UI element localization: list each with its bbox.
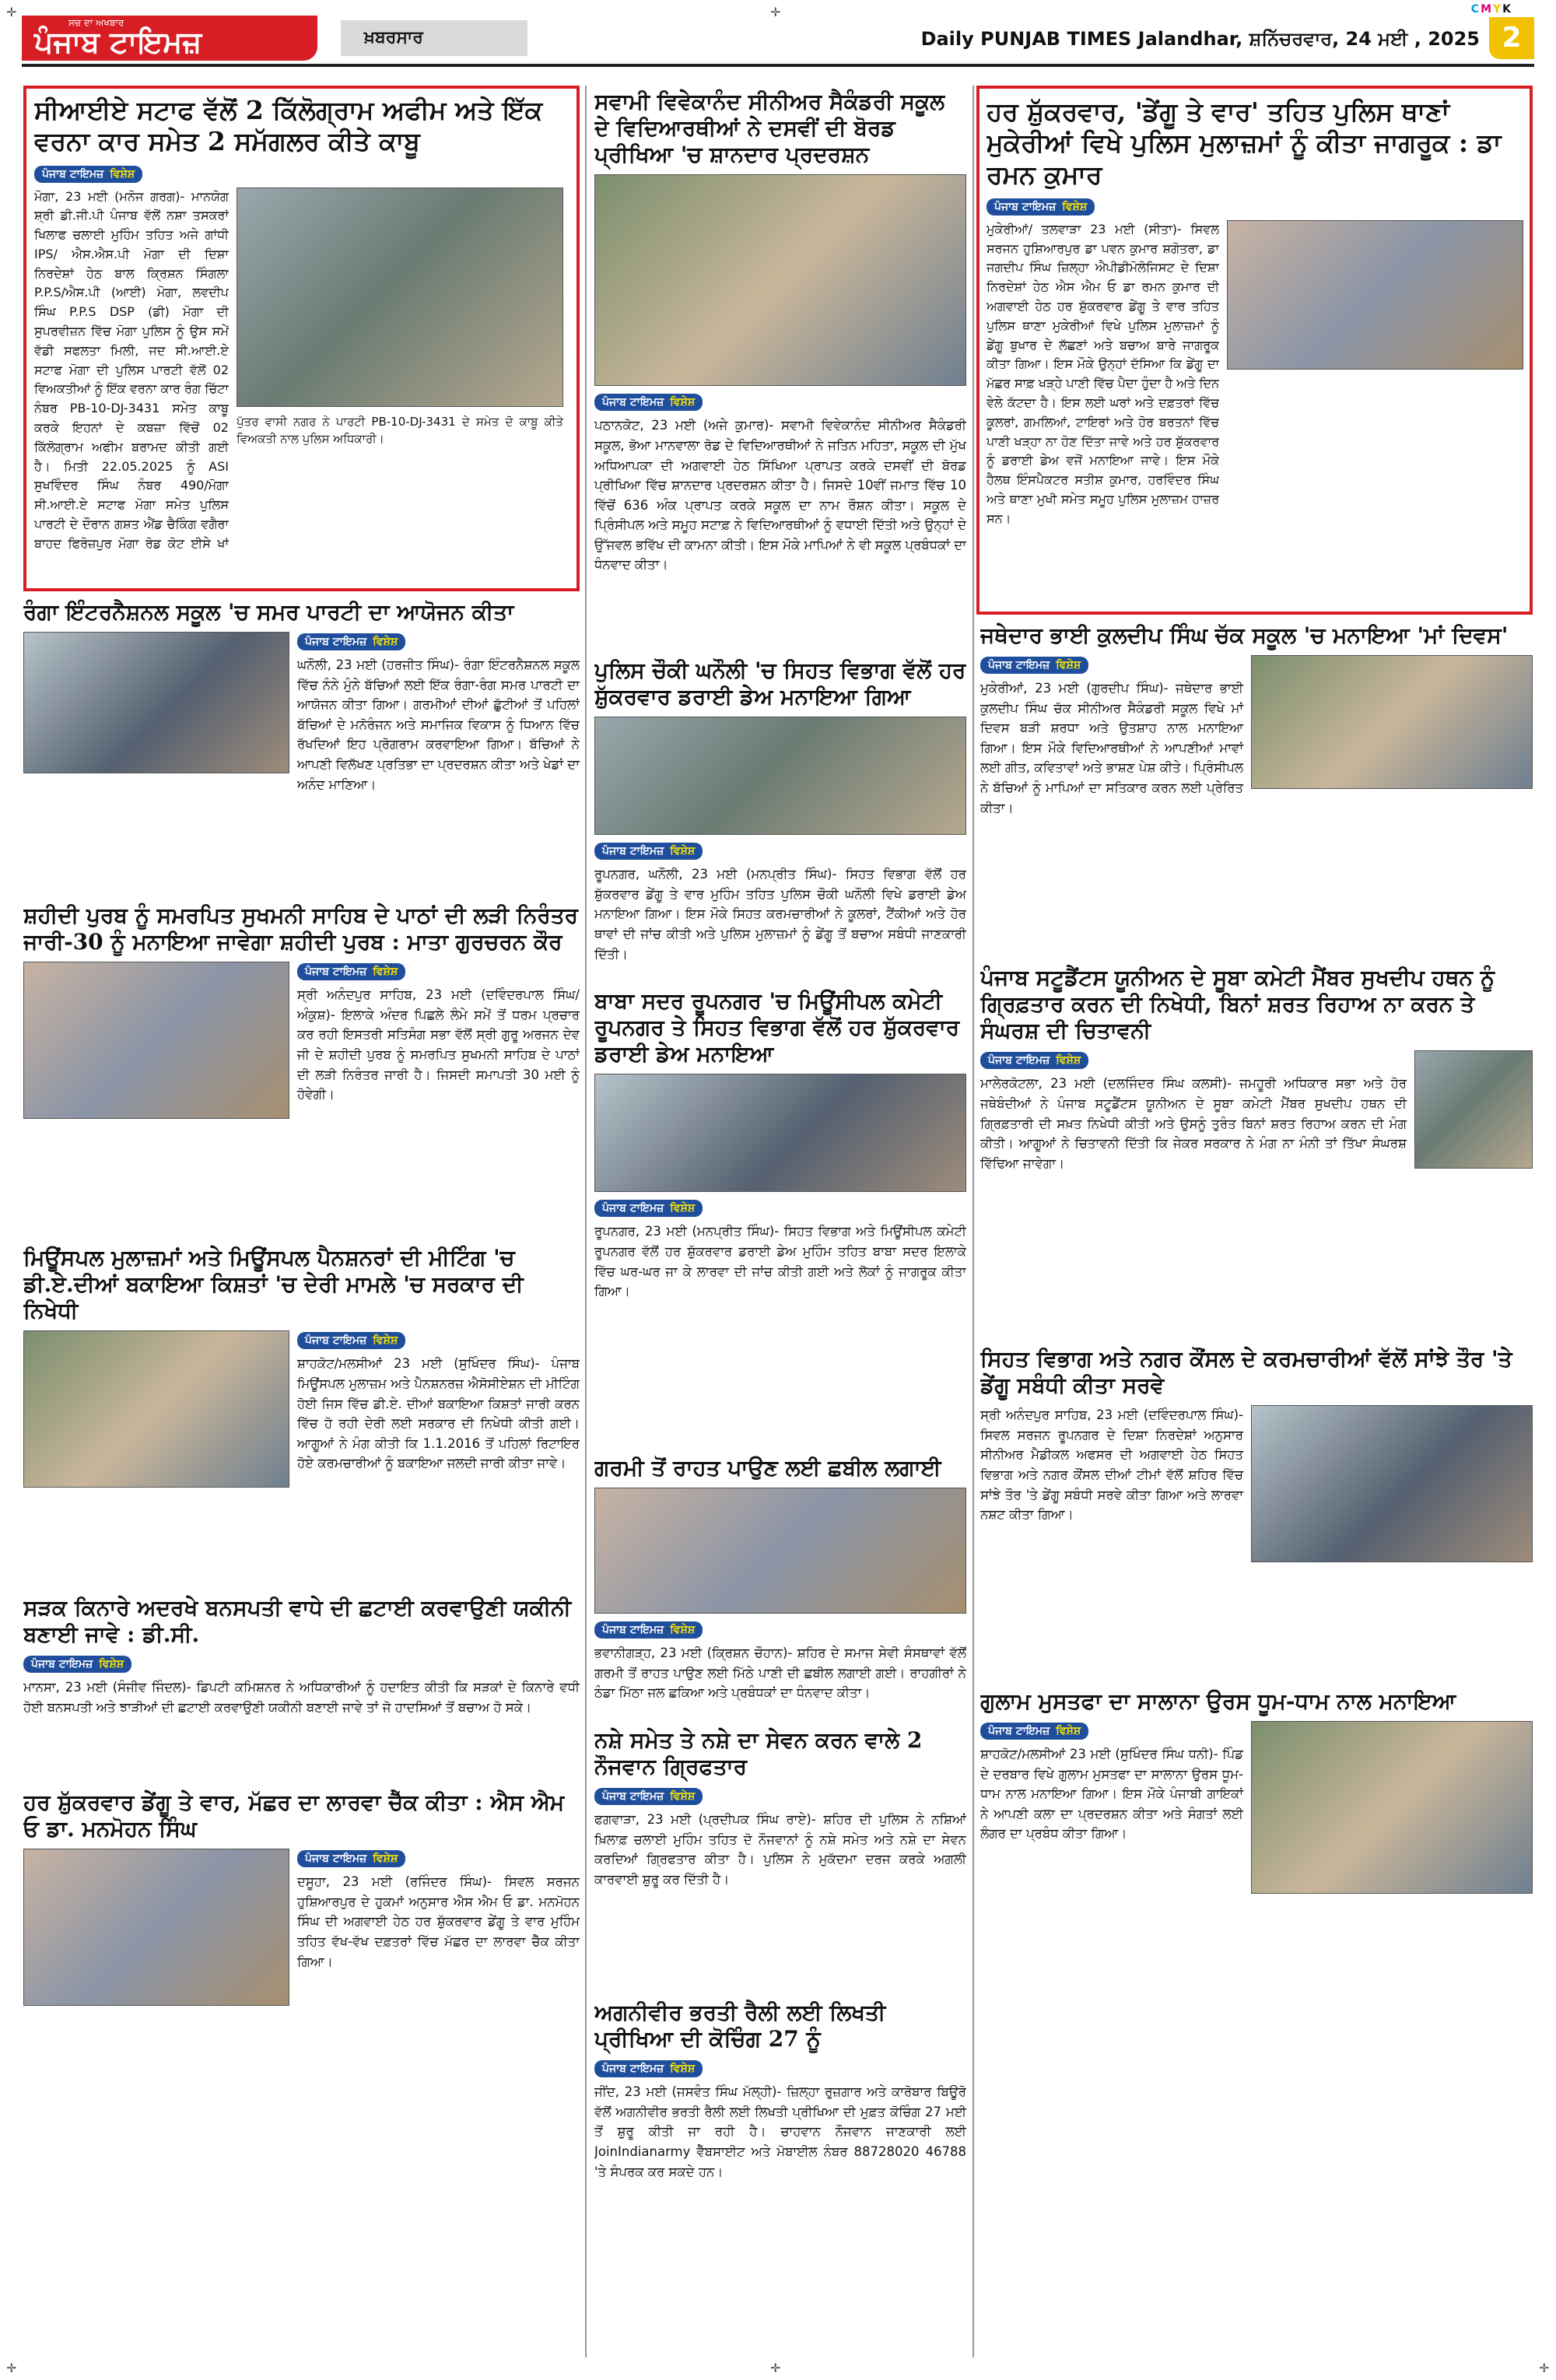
brand-tagline: ਸਚ ਦਾ ਅਖਬਾਰ (68, 17, 124, 28)
story-municipal-pensioners (23, 1245, 580, 1587)
story-body: ਘਨੌਲੀ, 23 ਮਈ (ਹਰਜੀਤ ਸਿੰਘ)- ਰੰਗਾ ਇੰਟਰਨੈਸ਼ਨਲ ਸਕੂਲ ਵਿੱਚ ਨੰਨੇ ਮੁੰਨੇ ਬੱਚਿਆਂ ਲਈ ਇੱਕ ਰੰਗਾ-ਰੰਗ ਸਮਰ ਪਾਰਟੀ ਦਾ ਆਯੋਜਨ ਕੀਤਾ ਗਿਆ। ਗਰਮੀਆਂ ਦੀਆਂ ਛੁੱਟੀਆਂ ਤੋਂ ਪਹਿਲਾਂ ਬੱਚਿਆਂ ਦੇ ਮਨੋਰੰਜਨ ਅਤੇ ਸਮਾਜਿਕ ਵਿਕਾਸ ਨੂੰ ਧਿਆਨ ਵਿੱਚ ਰੱਖਦਿਆਂ ਇਹ ਪ੍ਰੋਗਰਾਮ ਕਰਵਾਇਆ ਗਿਆ। ਬੱਚਿਆਂ ਨੇ ਆਪਣੀ ਵਿਲੱਖਣ ਪ੍ਰਤਿਭਾ ਦਾ ਪ੍ਰਦਰਸ਼ਨ ਕੀਤਾ ਅਤੇ ਖੇਡਾਂ ਦਾ ਅਨੰਦ ਮਾਣਿਆ। (297, 657, 580, 792)
story-body: ਸ਼ਾਹਕੋਟ/ਮਲਸੀਆਂ 23 ਮਈ (ਸੁਖਿੰਦਰ ਸਿੰਘ ਧਨੀ)- ਪਿੰਡ ਦੇ ਦਰਬਾਰ ਵਿਖੇ ਗੁਲਾਮ ਮੁਸਤਫਾ ਦਾ ਸਾਲਾਨਾ ਉਰਸ ਧੂਮ-ਧਾਮ ਨਾਲ ਮਨਾਇਆ ਗਿਆ। ਇਸ ਮੌਕੇ ਪੰਜਾਬੀ ਗਾਇਕਾਂ ਨੇ ਆਪਣੀ ਕਲਾ ਦਾ ਪ੍ਰਦਰਸ਼ਨ ਕੀਤਾ ਅਤੇ ਸੰਗਤਾਂ ਲਈ ਲੰਗਰ ਦਾ ਪ੍ਰਬੰਧ ਕੀਤਾ ਗਿਆ। (980, 1747, 1243, 1842)
news-photo (1251, 1405, 1533, 1562)
story-student-union (980, 965, 1533, 1338)
story-body: ਰੂਪਨਗਰ, ਘਨੌਲੀ, 23 ਮਈ (ਮਨਪ੍ਰੀਤ ਸਿੰਘ)- ਸਿਹਤ ਵਿਭਾਗ ਵੱਲੋਂ ਹਰ ਸ਼ੁੱਕਰਵਾਰ ਡੇਂਗੂ ਤੇ ਵਾਰ ਮੁਹਿੰਮ ਤਹਿਤ ਪੁਲਿਸ ਚੌਕੀ ਘਨੌਲੀ ਵਿਖੇ ਡਰਾਈ ਡੇਅ ਮਨਾਇਆ ਗਿਆ। ਇਸ ਮੌਕੇ ਸਿਹਤ ਕਰਮਚਾਰੀਆਂ ਨੇ ਕੂਲਰਾਂ, ਟੈਂਕੀਆਂ ਅਤੇ ਹੋਰ ਥਾਵਾਂ ਦੀ ਜਾਂਚ ਕੀਤੀ ਅਤੇ ਪੁਲਿਸ ਮੁਲਾਜ਼ਮਾਂ ਨੂੰ ਡੇਂਗੂ ਤੋਂ ਬਚਾਅ ਸਬੰਧੀ ਜਾਣਕਾਰੀ ਦਿੱਤੀ। (594, 867, 966, 962)
story-dengue-police (987, 96, 1523, 605)
story-body: ਮੁਕੇਰੀਆਂ, 23 ਮਈ (ਗੁਰਦੀਪ ਸਿੰਘ)- ਜਥੇਦਾਰ ਭਾਈ ਕੁਲਦੀਪ ਸਿੰਘ ਚੱਕ ਸੀਨੀਅਰ ਸੈਕੰਡਰੀ ਸਕੂਲ ਵਿਖੇ ਮਾਂ ਦਿਵਸ ਬੜੀ ਸ਼ਰਧਾ ਅਤੇ ਉਤਸ਼ਾਹ ਨਾਲ ਮਨਾਇਆ ਗਿਆ। ਇਸ ਮੌਕੇ ਵਿਦਿਆਰਥੀਆਂ ਨੇ ਆਪਣੀਆਂ ਮਾਵਾਂ ਲਈ ਗੀਤ, ਕਵਿਤਾਵਾਂ ਅਤੇ ਭਾਸ਼ਣ ਪੇਸ਼ ਕੀਤੇ। ਪ੍ਰਿੰਸੀਪਲ ਨੇ ਬੱਚਿਆਂ ਨੂੰ ਮਾਪਿਆਂ ਦਾ ਸਤਿਕਾਰ ਕਰਨ ਲਈ ਪ੍ਰੇਰਿਤ ਕੀਤਾ। (980, 681, 1243, 815)
story-ranga-school (23, 599, 580, 895)
story-mothers-day (980, 622, 1533, 957)
photo-caption: ਪੁੱਤਰ ਵਾਸੀ ਨਗਰ ਨੇ ਪਾਰਟੀ PB-10-DJ-3431 ਦੇ ਸਮੇਤ ਦੋ ਕਾਬੂ ਕੀਤੇ ਵਿਅਕਤੀ ਨਾਲ ਪੁਲਿਸ ਅਧਿਕਾਰੀ। (237, 414, 563, 446)
news-photo (594, 1074, 966, 1192)
news-photo (23, 632, 289, 773)
news-photo (237, 188, 563, 407)
portrait-photo (1414, 1050, 1533, 1169)
headline: ਹਰ ਸ਼ੁੱਕਰਵਾਰ, 'ਡੇਂਗੂ ਤੇ ਵਾਰ' ਤਹਿਤ ਪੁਲਿਸ ਥਾਣਾਂ ਮੁਕੇਰੀਆਂ ਵਿਖੇ ਪੁਲਿਸ ਮੁਲਾਜ਼ਮਾਂ ਨੂੰ ਕੀਤਾ ਜਾਗਰੂਕ : ਡਾ ਰਮਨ ਕੁਮਾਰ (987, 96, 1502, 190)
headline: ਮਿਊਂਸਪਲ ਮੁਲਾਜ਼ਮਾਂ ਅਤੇ ਮਿਊਂਸਪਲ ਪੈਨਸ਼ਨਰਾਂ ਦੀ ਮੀਟਿੰਗ 'ਚ ਡੀ.ਏ.ਦੀਆਂ ਬਕਾਇਆ ਕਿਸ਼ਤਾਂ 'ਚ ਦੇਰੀ ਮਾਮਲੇ 'ਚ ਸਰਕਾਰ ਦੀ ਨਿਖੇਧੀ (23, 1245, 524, 1324)
headline: ਅਗਨੀਵੀਰ ਭਰਤੀ ਰੈਲੀ ਲਈ ਲਿਖਤੀ ਪ੍ਰੀਖਿਆ ਦੀ ਕੋਚਿੰਗ 27 ਨੂੰ (594, 2000, 886, 2052)
story-body: ਦਸੂਹਾ, 23 ਮਈ (ਰਜਿੰਦਰ ਸਿੰਘ)- ਸਿਵਲ ਸਰਜਨ ਹੁਸ਼ਿਆਰਪੁਰ ਦੇ ਹੁਕਮਾਂ ਅਨੁਸਾਰ ਐਸ ਐਮ ਓ ਡਾ. ਮਨਮੋਹਨ ਸਿੰਘ ਦੀ ਅਗਵਾਈ ਹੇਠ ਹਰ ਸ਼ੁੱਕਰਵਾਰ ਡੇਂਗੂ ਤੇ ਵਾਰ ਮੁਹਿੰਮ ਤਹਿਤ ਵੱਖ-ਵੱਖ ਦਫ਼ਤਰਾਂ ਵਿੱਚ ਮੱਛਰ ਦਾ ਲਾਰਵਾ ਚੈੱਕ ਕੀਤਾ ਗਿਆ। (297, 1874, 580, 1969)
news-photo (23, 1849, 289, 2006)
brand-logo (22, 16, 317, 61)
story-ghanauli-dry-day (594, 657, 966, 984)
story-body: ਸ੍ਰੀ ਅਨੰਦਪੁਰ ਸਾਹਿਬ, 23 ਮਈ (ਦਵਿੰਦਰਪਾਲ ਸਿੰਘ/ਅੰਕੁਸ਼)- ਇਲਾਕੇ ਅੰਦਰ ਪਿਛਲੇ ਲੰਮੇ ਸਮੇਂ ਤੋਂ ਧਰਮ ਪ੍ਰਚਾਰ ਕਰ ਰਹੀ ਇਸਤਰੀ ਸਤਿਸੰਗ ਸਭਾ ਵੱਲੋਂ ਸ੍ਰੀ ਗੁਰੂ ਅਰਜਨ ਦੇਵ ਜੀ ਦੇ ਸ਼ਹੀਦੀ ਪੁਰਬ ਨੂੰ ਸਮਰਪਿਤ ਸੁਖਮਨੀ ਸਾਹਿਬ ਦੇ ਪਾਠਾਂ ਦੀ ਲੜੀ ਨਿਰੰਤਰ ਜਾਰੀ ਹੈ। ਜਿਸਦੀ ਸਮਾਪਤੀ 30 ਮਈ ਨੂੰ ਹੋਵੇਗੀ। (297, 987, 580, 1102)
byline: ਪੰਜਾਬ ਟਾਇਮਜ਼ ਵਿਸ਼ੇਸ਼ (594, 2060, 703, 2077)
byline: ਪੰਜਾਬ ਟਾਇਮਜ਼ ਵਿਸ਼ੇਸ਼ (594, 1621, 703, 1639)
headline: ਸ਼ਹੀਦੀ ਪੁਰਬ ਨੂੰ ਸਮਰਪਿਤ ਸੁਖਮਨੀ ਸਾਹਿਬ ਦੇ ਪਾਠਾਂ ਦੀ ਲੜੀ ਨਿਰੰਤਰ ਜਾਰੀ-30 ਨੂੰ ਮਨਾਇਆ ਜਾਵੇਗਾ ਸ਼ਹੀਦੀ ਪੁਰਬ : ਮਾਤਾ ਗੁਰਚਰਨ ਕੌਰ (23, 903, 579, 955)
headline: ਹਰ ਸ਼ੁੱਕਰਵਾਰ ਡੇਂਗੂ ਤੇ ਵਾਰ, ਮੱਛਰ ਦਾ ਲਾਰਵਾ ਚੈੱਕ ਕੀਤਾ : ਐਸ ਐਮ ਓ ਡਾ. ਮਨਮੋਹਨ ਸਿੰਘ (23, 1789, 565, 1842)
story-body: ਫਗਵਾੜਾ, 23 ਮਈ (ਪ੍ਰਦੀਪਕ ਸਿੰਘ ਰਾਏ)- ਸ਼ਹਿਰ ਦੀ ਪੁਲਿਸ ਨੇ ਨਸ਼ਿਆਂ ਖ਼ਿਲਾਫ਼ ਚਲਾਈ ਮੁਹਿੰਮ ਤਹਿਤ ਦੋ ਨੌਜਵਾਨਾਂ ਨੂੰ ਨਸ਼ੇ ਸਮੇਤ ਅਤੇ ਨਸ਼ੇ ਦਾ ਸੇਵਨ ਕਰਦਿਆਂ ਗ੍ਰਿਫਤਾਰ ਕੀਤਾ ਹੈ। ਪੁਲਿਸ ਨੇ ਮੁਕੱਦਮਾ ਦਰਜ ਕਰਕੇ ਅਗਲੀ ਕਾਰਵਾਈ ਸ਼ੁਰੂ ਕਰ ਦਿੱਤੀ ਹੈ। (594, 1812, 966, 1887)
byline: ਪੰਜਾਬ ਟਾਇਮਜ਼ ਵਿਸ਼ੇਸ਼ (594, 1200, 703, 1217)
story-chhabeel (594, 1455, 966, 1719)
registration-mark: ✛ (770, 5, 781, 19)
news-photo (594, 174, 966, 386)
dateline: Daily PUNJAB TIMES Jalandhar, ਸ਼ਨਿੱਚਰਵਾਰ, 24 ਮਈ , 2025 (920, 28, 1480, 50)
headline: ਜਥੇਦਾਰ ਭਾਈ ਕੁਲਦੀਪ ਸਿੰਘ ਚੱਕ ਸਕੂਲ 'ਚ ਮਨਾਇਆ 'ਮਾਂ ਦਿਵਸ' (980, 622, 1509, 648)
story-urs-celebration (980, 1688, 1533, 2155)
byline: ਪੰਜਾਬ ਟਾਇਮਜ਼ ਵਿਸ਼ੇਸ਼ (297, 1850, 405, 1867)
registration-mark: ✛ (770, 2361, 781, 2375)
cmyk-strip: CMYK (1470, 3, 1512, 16)
headline: ਸਿਹਤ ਵਿਭਾਗ ਅਤੇ ਨਗਰ ਕੌਂਸਲ ਦੇ ਕਰਮਚਾਰੀਆਂ ਵੱਲੋਂ ਸਾਂਝੇ ਤੌਰ 'ਤੇ ਡੇਂਗੂ ਸਬੰਧੀ ਕੀਤਾ ਸਰਵੇ (980, 1346, 1512, 1399)
news-photo (23, 962, 289, 1119)
story-body: ਭਵਾਨੀਗੜ੍ਹ, 23 ਮਈ (ਕ੍ਰਿਸ਼ਨ ਚੌਹਾਨ)- ਸ਼ਹਿਰ ਦੇ ਸਮਾਜ ਸੇਵੀ ਸੰਸਥਾਵਾਂ ਵੱਲੋਂ ਗਰਮੀ ਤੋਂ ਰਾਹਤ ਪਾਉਣ ਲਈ ਮਿੱਠੇ ਪਾਣੀ ਦੀ ਛਬੀਲ ਲਗਾਈ ਗਈ। ਰਾਹਗੀਰਾਂ ਨੇ ਠੰਡਾ ਮਿੱਠਾ ਜਲ ਛਕਿਆ ਅਤੇ ਪ੍ਰਬੰਧਕਾਂ ਦਾ ਧੰਨਵਾਦ ਕੀਤਾ। (594, 1646, 966, 1701)
story-roadside-vegetation (23, 1595, 580, 1782)
headline: ਬਾਬਾ ਸਦਰ ਰੂਪਨਗਰ 'ਚ ਮਿਊਂਸੀਪਲ ਕਮੇਟੀ ਰੂਪਨਗਰ ਤੇ ਸਿਹਤ ਵਿਭਾਗ ਵੱਲੋਂ ਹਰ ਸ਼ੁੱਕਰਵਾਰ ਡਰਾਈ ਡੇਅ ਮਨਾਇਆ (594, 988, 960, 1067)
headline: ਪੰਜਾਬ ਸਟੂਡੈਂਟਸ ਯੂਨੀਅਨ ਦੇ ਸੂਬਾ ਕਮੇਟੀ ਮੈਂਬਰ ਸੁਖਦੀਪ ਹਥਨ ਨੂੰ ਗ੍ਰਿਫ਼ਤਾਰ ਕਰਨ ਦੀ ਨਿਖੇਧੀ, ਬਿਨਾਂ ਸ਼ਰਤ ਰਿਹਾਅ ਨਾ ਕਰਨ ਤੇ ਸੰਘਰਸ਼ ਦੀ ਚਿਤਾਵਨੀ (980, 965, 1495, 1044)
byline: ਪੰਜਾਬ ਟਾਇਮਜ਼ ਵਿਸ਼ੇਸ਼ (594, 1788, 703, 1805)
story-body: ਮਾਲੇਰਕੋਟਲਾ, 23 ਮਈ (ਦਲਜਿੰਦਰ ਸਿੰਘ ਕਲਸੀ)- ਜਮਹੂਰੀ ਅਧਿਕਾਰ ਸਭਾ ਅਤੇ ਹੋਰ ਜਥੇਬੰਦੀਆਂ ਨੇ ਪੰਜਾਬ ਸਟੂਡੈਂਟਸ ਯੂਨੀਅਨ ਦੇ ਸੂਬਾ ਕਮੇਟੀ ਮੈਂਬਰ ਸੁਖਦੀਪ ਹਥਨ ਦੀ ਗ੍ਰਿਫ਼ਤਾਰੀ ਦੀ ਸਖ਼ਤ ਨਿਖੇਧੀ ਕੀਤੀ ਅਤੇ ਉਸਨੂੰ ਤੁਰੰਤ ਬਿਨਾਂ ਸ਼ਰਤ ਰਿਹਾਅ ਕਰਨ ਦੀ ਮੰਗ ਕੀਤੀ। ਆਗੂਆਂ ਨੇ ਚਿਤਾਵਨੀ ਦਿੱਤੀ ਕਿ ਜੇਕਰ ਸਰਕਾਰ ਨੇ ਮੰਗ ਨਾ ਮੰਨੀ ਤਾਂ ਤਿੱਖਾ ਸੰਘਰਸ਼ ਵਿੱਢਿਆ ਜਾਵੇਗਾ। (980, 1076, 1407, 1171)
byline: ਪੰਜਾਬ ਟਾਇਮਜ਼ ਵਿਸ਼ੇਸ਼ (297, 963, 405, 980)
story-dengue-larva-check (23, 1789, 580, 2350)
headline: ਪੁਲਿਸ ਚੌਕੀ ਘਨੌਲੀ 'ਚ ਸਿਹਤ ਵਿਭਾਗ ਵੱਲੋਂ ਹਰ ਸ਼ੁੱਕਰਵਾਰ ਡਰਾਈ ਡੇਅ ਮਨਾਇਆ ਗਿਆ (594, 657, 966, 710)
story-body: ਸ਼ਾਹਕੋਟ/ਮਲਸੀਆਂ 23 ਮਈ (ਸੁਖਿੰਦਰ ਸਿੰਘ)- ਪੰਜਾਬ ਮਿਊਂਸਪਲ ਮੁਲਾਜ਼ਮ ਅਤੇ ਪੈਨਸ਼ਨਰਜ਼ ਐਸੋਸੀਏਸ਼ਨ ਦੀ ਮੀਟਿੰਗ ਹੋਈ ਜਿਸ ਵਿੱਚ ਡੀ.ਏ. ਦੀਆਂ ਬਕਾਇਆ ਕਿਸ਼ਤਾਂ ਜਾਰੀ ਕਰਨ ਵਿੱਚ ਹੋ ਰਹੀ ਦੇਰੀ ਲਈ ਸਰਕਾਰ ਦੀ ਨਿਖੇਧੀ ਕੀਤੀ ਗਈ। ਆਗੂਆਂ ਨੇ ਮੰਗ ਕੀਤੀ ਕਿ 1.1.2016 ਤੋਂ ਪਹਿਲਾਂ ਰਿਟਾਇਰ ਹੋਏ ਕਰਮਚਾਰੀਆਂ ਨੂੰ ਬਕਾਇਆ ਜਲਦੀ ਜਾਰੀ ਕੀਤਾ ਜਾਵੇ। (297, 1356, 580, 1471)
story-agniveer-coaching (594, 2000, 966, 2350)
byline: ਪੰਜਾਬ ਟਾਇਮਜ਼ ਵਿਸ਼ੇਸ਼ (594, 394, 703, 411)
headline: ਸੜਕ ਕਿਨਾਰੇ ਅਦਰਖੇ ਬਨਸਪਤੀ ਵਾਧੇ ਦੀ ਛਟਾਈ ਕਰਵਾਉਣੀ ਯਕੀਨੀ ਬਣਾਈ ਜਾਵੇ : ਡੀ.ਸੀ. (23, 1595, 572, 1648)
news-photo (1251, 655, 1533, 789)
registration-mark: ✛ (1539, 2361, 1550, 2375)
byline: ਪੰਜਾਬ ਟਾਇਮਜ਼ ਵਿਸ਼ੇਸ਼ (34, 166, 142, 183)
byline: ਪੰਜਾਬ ਟਾਇਮਜ਼ ਵਿਸ਼ੇਸ਼ (980, 1052, 1088, 1069)
story-body: ਮੁਕੇਰੀਆਂ/ ਤਲਵਾੜਾ 23 ਮਈ (ਸੀਤਾ)- ਸਿਵਲ ਸਰਜਨ ਹੁਸ਼ਿਆਰਪੁਰ ਡਾ ਪਵਨ ਕੁਮਾਰ ਸ਼ਗੋਤਰਾ, ਡਾ ਜਗਦੀਪ ਸਿੰਘ ਜ਼ਿਲ੍ਹਾ ਐਪੀਡੀਮੋਲੋਜਿਸਟ ਦੇ ਦਿਸ਼ਾ ਨਿਰਦੇਸ਼ਾਂ ਹੇਠ ਐਸ ਐਮ ਓ ਡਾ ਰਮਨ ਕੁਮਾਰ ਦੀ ਅਗਵਾਈ ਹੇਠ ਹਰ ਸ਼ੁੱਕਰਵਾਰ ਡੇਂਗੂ ਤੇ ਵਾਰ ਤਹਿਤ ਪੁਲਿਸ ਥਾਣਾ ਮੁਕੇਰੀਆਂ ਵਿਖੇ ਪੁਲਿਸ ਮੁਲਾਜ਼ਮਾਂ ਨੂੰ ਡੇਂਗੂ ਬੁਖਾਰ ਦੇ ਲੱਛਣਾਂ ਅਤੇ ਬਚਾਅ ਬਾਰੇ ਜਾਗਰੂਕ ਕੀਤਾ ਗਿਆ। ਇਸ ਮੌਕੇ ਉਨ੍ਹਾਂ ਦੱਸਿਆ ਕਿ ਡੇਂਗੂ ਦਾ ਮੱਛਰ ਸਾਫ਼ ਖੜ੍ਹੇ ਪਾਣੀ ਵਿੱਚ ਪੈਦਾ ਹੁੰਦਾ ਹੈ ਅਤੇ ਦਿਨ ਵੇਲੇ ਕੱਟਦਾ ਹੈ। ਇਸ ਲਈ ਘਰਾਂ ਅਤੇ ਦਫ਼ਤਰਾਂ ਵਿੱਚ ਕੂਲਰਾਂ, ਗਮਲਿਆਂ, ਟਾਇਰਾਂ ਅਤੇ ਹੋਰ ਬਰਤਨਾਂ ਵਿੱਚ ਪਾਣੀ ਖੜ੍ਹਾ ਨਾ ਹੋਣ ਦਿੱਤਾ ਜਾਵੇ ਅਤੇ ਹਰ ਸ਼ੁੱਕਰਵਾਰ ਨੂੰ ਡਰਾਈ ਡੇਅ ਵਜੋਂ ਮਨਾਇਆ ਜਾਵੇ। ਇਸ ਮੌਕੇ ਹੈਲਥ ਇੰਸਪੈਕਟਰ ਸਤੀਸ਼ ਕੁਮਾਰ, ਹਰਵਿੰਦਰ ਸਿੰਘ ਅਤੇ ਥਾਣਾ ਮੁਖੀ ਸਮੇਤ ਸਮੂਹ ਪੁਲਿਸ ਮੁਲਾਜ਼ਮ ਹਾਜ਼ਰ ਸਨ। (987, 221, 1220, 526)
byline: ਪੰਜਾਬ ਟਾਇਮਜ਼ ਵਿਸ਼ੇਸ਼ (987, 198, 1095, 216)
story-body: ਜੀਂਦ, 23 ਮਈ (ਜਸਵੰਤ ਸਿੰਘ ਮੱਲ੍ਹੀ)- ਜ਼ਿਲ੍ਹਾ ਰੁਜ਼ਗਾਰ ਅਤੇ ਕਾਰੋਬਾਰ ਬਿਊਰੋ ਵੱਲੋਂ ਅਗਨੀਵੀਰ ਭਰਤੀ ਰੈਲੀ ਲਈ ਲਿਖਤੀ ਪ੍ਰੀਖਿਆ ਦੀ ਮੁਫ਼ਤ ਕੋਚਿੰਗ 27 ਮਈ ਤੋਂ ਸ਼ੁਰੂ ਕੀਤੀ ਜਾ ਰਹੀ ਹੈ। ਚਾਹਵਾਨ ਨੌਜਵਾਨ ਜਾਣਕਾਰੀ ਲਈ JoinIndianarmy ਵੈੱਬਸਾਈਟ ਅਤੇ ਮੋਬਾਈਲ ਨੰਬਰ 88728020 46788 'ਤੇ ਸੰਪਰਕ ਕਰ ਸਕਦੇ ਹਨ। (594, 2084, 966, 2179)
headline: ਨਸ਼ੇ ਸਮੇਤ ਤੇ ਨਸ਼ੇ ਦਾ ਸੇਵਨ ਕਰਨ ਵਾਲੇ 2 ਨੌਜਵਾਨ ਗ੍ਰਿਫਤਾਰ (594, 1727, 923, 1780)
story-swami-school (594, 89, 966, 649)
story-body: ਮਾਨਸਾ, 23 ਮਈ (ਸੰਜੀਵ ਜਿੰਦਲ)- ਡਿਪਟੀ ਕਮਿਸ਼ਨਰ ਨੇ ਅਧਿਕਾਰੀਆਂ ਨੂੰ ਹਦਾਇਤ ਕੀਤੀ ਕਿ ਸੜਕਾਂ ਦੇ ਕਿਨਾਰੇ ਵਧੀ ਹੋਈ ਬਨਸਪਤੀ ਅਤੇ ਝਾੜੀਆਂ ਦੀ ਛਟਾਈ ਕਰਵਾਉਣੀ ਯਕੀਨੀ ਬਣਾਈ ਜਾਵੇ ਤਾਂ ਜੋ ਹਾਦਸਿਆਂ ਤੋਂ ਬਚਾਅ ਹੋ ਸਕੇ। (23, 1680, 580, 1715)
byline: ਪੰਜਾਬ ਟਾਇਮਜ਼ ਵਿਸ਼ੇਸ਼ (980, 657, 1088, 674)
byline: ਪੰਜਾਬ ਟਾਇਮਜ਼ ਵਿਸ਼ੇਸ਼ (594, 843, 703, 860)
story-drug-arrest (594, 1727, 966, 1992)
section-label: ਖ਼ਬਰਸਾਰ (341, 20, 527, 56)
headline: ਗੁਲਾਮ ਮੁਸਤਫਾ ਦਾ ਸਾਲਾਨਾ ਉਰਸ ਧੂਮ-ਧਾਮ ਨਾਲ ਮਨਾਇਆ (980, 1688, 1456, 1714)
story-ropar-dry-day (594, 988, 966, 1447)
news-photo (1251, 1721, 1533, 1894)
byline: ਪੰਜਾਬ ਟਾਇਮਜ਼ ਵਿਸ਼ੇਸ਼ (297, 633, 405, 650)
news-photo (1227, 220, 1523, 370)
story-sukhmani-path (23, 903, 580, 1237)
byline: ਪੰਜਾਬ ਟਾਇਮਜ਼ ਵਿਸ਼ੇਸ਼ (23, 1656, 131, 1673)
registration-mark: ✛ (6, 5, 17, 19)
headline: ਰੰਗਾ ਇੰਟਰਨੈਸ਼ਨਲ ਸਕੂਲ 'ਚ ਸਮਰ ਪਾਰਟੀ ਦਾ ਆਯੋਜਨ ਕੀਤਾ (23, 599, 514, 625)
story-body: ਰੂਪਨਗਰ, 23 ਮਈ (ਮਨਪ੍ਰੀਤ ਸਿੰਘ)- ਸਿਹਤ ਵਿਭਾਗ ਅਤੇ ਮਿਊਂਸੀਪਲ ਕਮੇਟੀ ਰੂਪਨਗਰ ਵੱਲੋਂ ਹਰ ਸ਼ੁੱਕਰਵਾਰ ਡਰਾਈ ਡੇਅ ਮੁਹਿੰਮ ਤਹਿਤ ਬਾਬਾ ਸਦਰ ਇਲਾਕੇ ਵਿੱਚ ਘਰ-ਘਰ ਜਾ ਕੇ ਲਾਰਵਾ ਦੀ ਜਾਂਚ ਕੀਤੀ ਗਈ ਅਤੇ ਲੋਕਾਂ ਨੂੰ ਜਾਗਰੂਕ ਕੀਤਾ ਗਿਆ। (594, 1224, 966, 1299)
headline: ਗਰਮੀ ਤੋਂ ਰਾਹਤ ਪਾਉਣ ਲਈ ਛਬੀਲ ਲਗਾਈ (594, 1455, 941, 1481)
news-photo (23, 1330, 289, 1488)
headline: ਸਵਾਮੀ ਵਿਵੇਕਾਨੰਦ ਸੀਨੀਅਰ ਸੈਕੰਡਰੀ ਸਕੂਲ ਦੇ ਵਿਦਿਆਰਥੀਆਂ ਨੇ ਦਸਵੀਂ ਦੀ ਬੋਰਡ ਪ੍ਰੀਖਿਆ 'ਚ ਸ਼ਾਨਦਾਰ ਪ੍ਰਦਰਸ਼ਨ (594, 89, 945, 168)
headline: ਸੀਆਈਏ ਸਟਾਫ ਵੱਲੋਂ 2 ਕਿੱਲੋਗ੍ਰਾਮ ਅਫੀਮ ਅਤੇ ਇੱਕ ਵਰਨਾ ਕਾਰ ਸਮੇਤ 2 ਸਮੱਗਲਰ ਕੀਤੇ ਕਾਬੂ (34, 95, 543, 157)
registration-mark: ✛ (6, 2361, 17, 2375)
column-rule (585, 86, 587, 2357)
story-dengue-survey (980, 1346, 1533, 1681)
column-rule (972, 86, 974, 2357)
masthead (22, 16, 1534, 67)
brand-name: ਪੰਜਾਬ ਟਾਇਮਜ਼ (34, 25, 202, 59)
story-body: ਸ੍ਰੀ ਅਨੰਦਪੁਰ ਸਾਹਿਬ, 23 ਮਈ (ਦਵਿੰਦਰਪਾਲ ਸਿੰਘ)- ਸਿਵਲ ਸਰਜਨ ਰੂਪਨਗਰ ਦੇ ਦਿਸ਼ਾ ਨਿਰਦੇਸ਼ਾਂ ਅਨੁਸਾਰ ਸੀਨੀਅਰ ਮੈਡੀਕਲ ਅਫਸਰ ਦੀ ਅਗਵਾਈ ਹੇਠ ਸਿਹਤ ਵਿਭਾਗ ਅਤੇ ਨਗਰ ਕੌਂਸਲ ਦੀਆਂ ਟੀਮਾਂ ਵੱਲੋਂ ਸ਼ਹਿਰ ਵਿੱਚ ਸਾਂਝੇ ਤੌਰ 'ਤੇ ਡੇਂਗੂ ਸਬੰਧੀ ਸਰਵੇ ਕੀਤਾ ਗਿਆ ਅਤੇ ਲਾਰਵਾ ਨਸ਼ਟ ਕੀਤਾ ਗਿਆ। (980, 1407, 1243, 1523)
story-body: ਮੋਗਾ, 23 ਮਈ (ਮਨੋਜ ਗਰਗ)- ਮਾਨਯੋਗ ਸ਼੍ਰੀ ਡੀ.ਜੀ.ਪੀ ਪੰਜਾਬ ਵੱਲੋਂ ਨਸ਼ਾ ਤਸਕਰਾਂ ਖਿਲਾਫ ਚਲਾਈ ਮੁਹਿੰਮ ਤਹਿਤ ਅਜੇ ਗਾਂਧੀ IPS/ ਐਸ.ਐਸ.ਪੀ ਮੋਗਾ ਦੀ ਦਿਸ਼ਾ ਨਿਰਦੇਸ਼ਾਂ ਹੇਠ ਬਾਲ ਕ੍ਰਿਸ਼ਨ ਸਿੰਗਲਾ P.P.S/ਐਸ.ਪੀ (ਆਈ) ਮੋਗਾ, ਲਵਦੀਪ ਸਿੰਘ P.P.S DSP (ਡੀ) ਮੋਗਾ ਦੀ ਸੁਪਰਵੀਜ਼ਨ ਵਿੱਚ ਮੋਗਾ ਪੁਲਿਸ ਨੂੰ ਉਸ ਸਮੇਂ ਵੱਡੀ ਸਫਲਤਾ ਮਿਲੀ, ਜਦ ਸੀ.ਆਈ.ਏ ਸਟਾਫ ਮੋਗਾ ਦੀ ਪੁਲਿਸ ਪਾਰਟੀ ਵੱਲੋਂ 02 ਵਿਅਕਤੀਆਂ ਨੂੰ ਇੱਕ ਵਰਨਾ ਕਾਰ ਰੰਗ ਚਿੱਟਾ ਨੰਬਰ PB-10-DJ-3431 ਸਮੇਤ ਕਾਬੂ ਕਰਕੇ ਇਹਨਾਂ ਦੇ ਕਬਜ਼ਾ ਵਿੱਚੋਂ 02 ਕਿੱਲੋਗ੍ਰਾਮ ਅਫੀਮ ਬਰਾਮਦ ਕੀਤੀ ਗਈ ਹੈ। ਮਿਤੀ 22.05.2025 ਨੂੰ ASI ਸੁਖਵਿੰਦਰ ਸਿੰਘ ਨੰਬਰ 490/ਮੋਗਾ ਸੀ.ਆਈ.ਏ ਸਟਾਫ ਮੋਗਾ ਸਮੇਤ ਪੁਲਿਸ ਪਾਰਟੀ ਦੇ ਦੌਰਾਨ ਗਸ਼ਤ ਐਂਡ ਚੈਕਿੰਗ ਵਗੈਰਾ ਬਾਹਦ ਫਿਰੋਜ਼ਪੁਰ ਮੋਗਾ ਰੋਡ ਕੋਟ ਈਸੇ ਖਾਂ (34, 188, 229, 551)
story-body: ਪਠਾਨਕੋਟ, 23 ਮਈ (ਅਜੇ ਕੁਮਾਰ)- ਸਵਾਮੀ ਵਿਵੇਕਾਨੰਦ ਸੀਨੀਅਰ ਸੈਕੰਡਰੀ ਸਕੂਲ, ਭੋਆ ਮਾਨਵਾਲਾ ਰੋਡ ਦੇ ਵਿਦਿਆਰਥੀਆਂ ਨੇ ਜਤਿਨ ਮਹਿਤਾ, ਸਕੂਲ ਦੀ ਮੁੱਖ ਅਧਿਆਪਕਾ ਦੀ ਅਗਵਾਈ ਹੇਠ ਸਿੱਖਿਆ ਪ੍ਰਾਪਤ ਕਰਕੇ ਦਸਵੀਂ ਦੀ ਬੋਰਡ ਪ੍ਰੀਖਿਆ ਵਿੱਚ ਸ਼ਾਨਦਾਰ ਪ੍ਰਦਰਸ਼ਨ ਕੀਤਾ ਹੈ। ਜਿਸਦੇ 10ਵੀਂ ਜਮਾਤ ਵਿੱਚ 10 ਵਿੱਚੋਂ 636 ਅੰਕ ਪ੍ਰਾਪਤ ਕਰਕੇ ਸਕੂਲ ਦਾ ਨਾਮ ਰੌਸ਼ਨ ਕੀਤਾ। ਸਕੂਲ ਦੇ ਪ੍ਰਿੰਸੀਪਲ ਅਤੇ ਸਮੂਹ ਸਟਾਫ਼ ਨੇ ਵਿਦਿਆਰਥੀਆਂ ਨੂੰ ਵਧਾਈ ਦਿੱਤੀ ਅਤੇ ਉਨ੍ਹਾਂ ਦੇ ਉੱਜਵਲ ਭਵਿੱਖ ਦੀ ਕਾਮਨਾ ਕੀਤੀ। ਇਸ ਮੌਕੇ ਮਾਪਿਆਂ ਨੇ ਵੀ ਸਕੂਲ ਪ੍ਰਬੰਧਕਾਂ ਦਾ ਧੰਨਵਾਦ ਕੀਤਾ। (594, 418, 966, 573)
byline: ਪੰਜਾਬ ਟਾਇਮਜ਼ ਵਿਸ਼ੇਸ਼ (297, 1332, 405, 1349)
story-opium-seizure (34, 95, 571, 584)
news-photo (594, 1488, 966, 1614)
page-number: 2 (1489, 17, 1534, 59)
byline: ਪੰਜਾਬ ਟਾਇਮਜ਼ ਵਿਸ਼ੇਸ਼ (980, 1723, 1088, 1740)
news-photo (594, 717, 966, 835)
